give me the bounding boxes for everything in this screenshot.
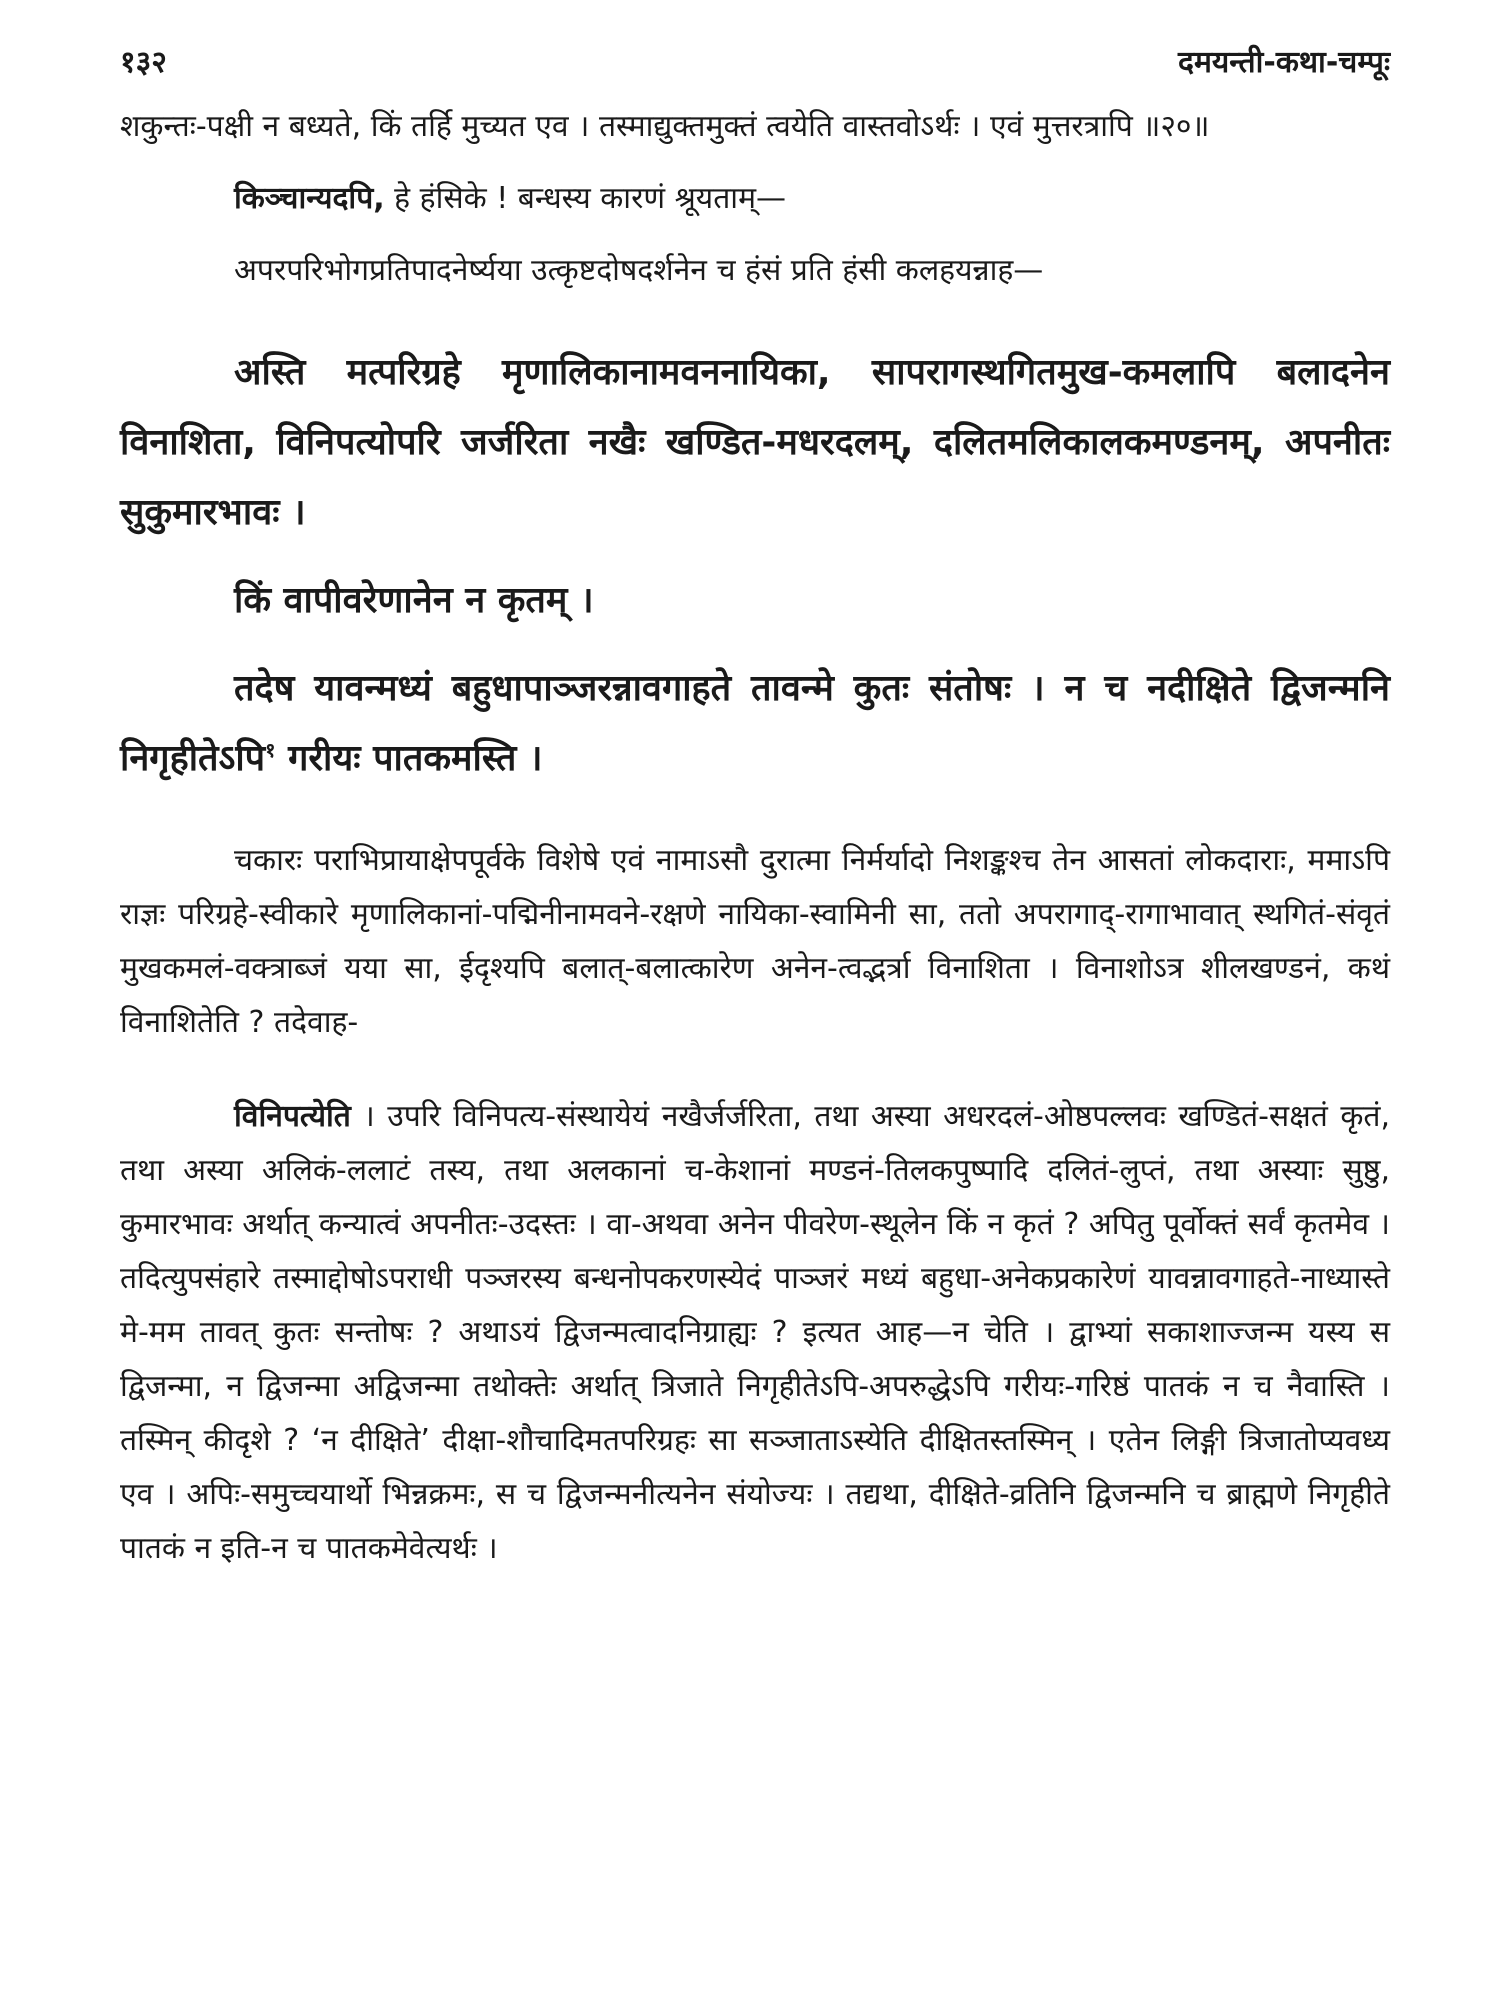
page-header [120,40,1390,86]
prose-intro-paragraph [120,172,1390,226]
commentary-paragraph-2: चकारः पराभिप्रायाक्षेपपूर्वके विशेषे एवं नामाऽसौ दुरात्मा निर्मर्यादो निशङ्कश्च तेन आसतां लोकदाराः, ममाऽपि राज्ञः परिग्रहे-स्वीकारे मृणालिकानां-पद्मिनीनामवने-रक्षणे नायिका-स्वामिनी सा, ततो अपरागाद्-रागाभावात् स्थगितं-संवृतं मुखकमलं-वक्त्राब्जं यया सा, ईदृश्यपि बलात्-बलात्कारेण अनेन-त्वद्भर्त्रा विनाशिता । विनाशोऽत्र शीलखण्डनं, कथं विनाशितेति ? तदेवाह- [120,843,1390,1040]
running-head: दमयन्ती-कथा-चम्पूः [1178,45,1390,80]
commentary-paragraph-3 [120,1090,1390,1576]
prose-lead-word: किञ्चान्यदपि, [234,181,385,216]
commentary-paragraph-1: शकुन्तः-पक्षी न बध्यते, किं तर्हि मुच्यत एव । तस्माद्युक्तमुक्तं त्वयेति वास्तवोऽर्थः । एवं मुत्तरत्रापि ॥२०॥ [120,109,1210,144]
verse-3-main-text: तदेष यावन्मध्यं बहुधापाञ्जरन्नावगाहते तावन्मे कुतः संतोषः । न च नदीक्षिते द्विजन्मनि निगृहीतेऽपि [120,668,1390,779]
verse-block-1: अस्ति मत्परिग्रहे मृणालिकानामवननायिका, सापरागस्थगितमुख-कमलापि बलादनेन विनाशिता, विनिपत्योपरि जर्जरिता नखैः खण्डित-मधरदलम्, दलितमलिकालकमण्डनम्, अपनीतः सुकुमारभावः । [120,352,1390,533]
verse-3-end-text: गरीयः पातकमस्ति । [275,738,543,779]
verse-block-2: किं वापीवरेणानेन न कृतम् । [234,580,594,621]
commentary-text: । उपरि विनिपत्य-संस्थायेयं नखैर्जर्जरिता, तथा अस्या अधरदलं-ओष्ठपल्लवः खण्डितं-सक्षतं कृतं, तथा अस्या अलिकं-ललाटं तस्य, तथा अलकानां च-केशानां मण्डनं-तिलकपुष्पादि दलितं-लुप्तं, तथा अस्याः सुष्ठु, कुमारभावः अर्थात् कन्यात्वं अपनीतः-उदस्तः । वा-अथवा अनेन पीवरेण-स्थूलेन किं न कृतं ? अपितु पूर्वोक्तं सर्वं कृतमेव । तदित्युपसंहारे तस्माद्दोषोऽपराधी पञ्जरस्य बन्धनोपकरणस्येदं पाञ्जरं मध्यं बहुधा-अनेकप्रकारेणं यावन्नावगाहते-नाध्यास्ते मे-मम तावत् कुतः सन्तोषः ? अथाऽयं द्विजन्मत्वादनिग्राह्यः ? इत्यत आह—न चेति । द्वाभ्यां सकाशाज्जन्म यस्य स द्विजन्मा, न द्विजन्मा अद्विजन्मा तथोक्तेः अर्थात् त्रिजाते निगृहीतेऽपि-अपरुद्धेऽपि गरीयः-गरिष्ठं पातकं न च नैवास्ति । तस्मिन् कीदृशे ? ‘न दीक्षिते’ दीक्षा-शौचादिमतपरिग्रहः सा सञ्जाताऽस्येति दीक्षितस्तस्मिन् । एतेन लिङ्गी त्रिजातोप्यवध्य एव । अपिः-समुच्चयार्थो भिन्नक्रमः, स च द्विजन्मनीत्यनेन संयोज्यः । तद्यथा, दीक्षिते-व्रतिनि द्विजन्मनि च ब्राह्मणे निगृहीते पातकं न इति-न च पातकमेवेत्यर्थः । [120,1099,1390,1566]
prose-intro-text: हे हंसिके ! बन्धस्य कारणं श्रूयताम्— [384,181,787,216]
commentary-lead-word: विनिपत्येति [234,1099,351,1134]
footnote-marker: १ [265,738,276,762]
verse-block-3 [120,654,1390,794]
context-note: अपरपरिभोगप्रतिपादनेर्ष्यया उत्कृष्टदोषदर्शनेन च हंसं प्रति हंसी कलहयन्नाह— [234,253,1044,288]
page-number: १३२ [120,45,167,80]
